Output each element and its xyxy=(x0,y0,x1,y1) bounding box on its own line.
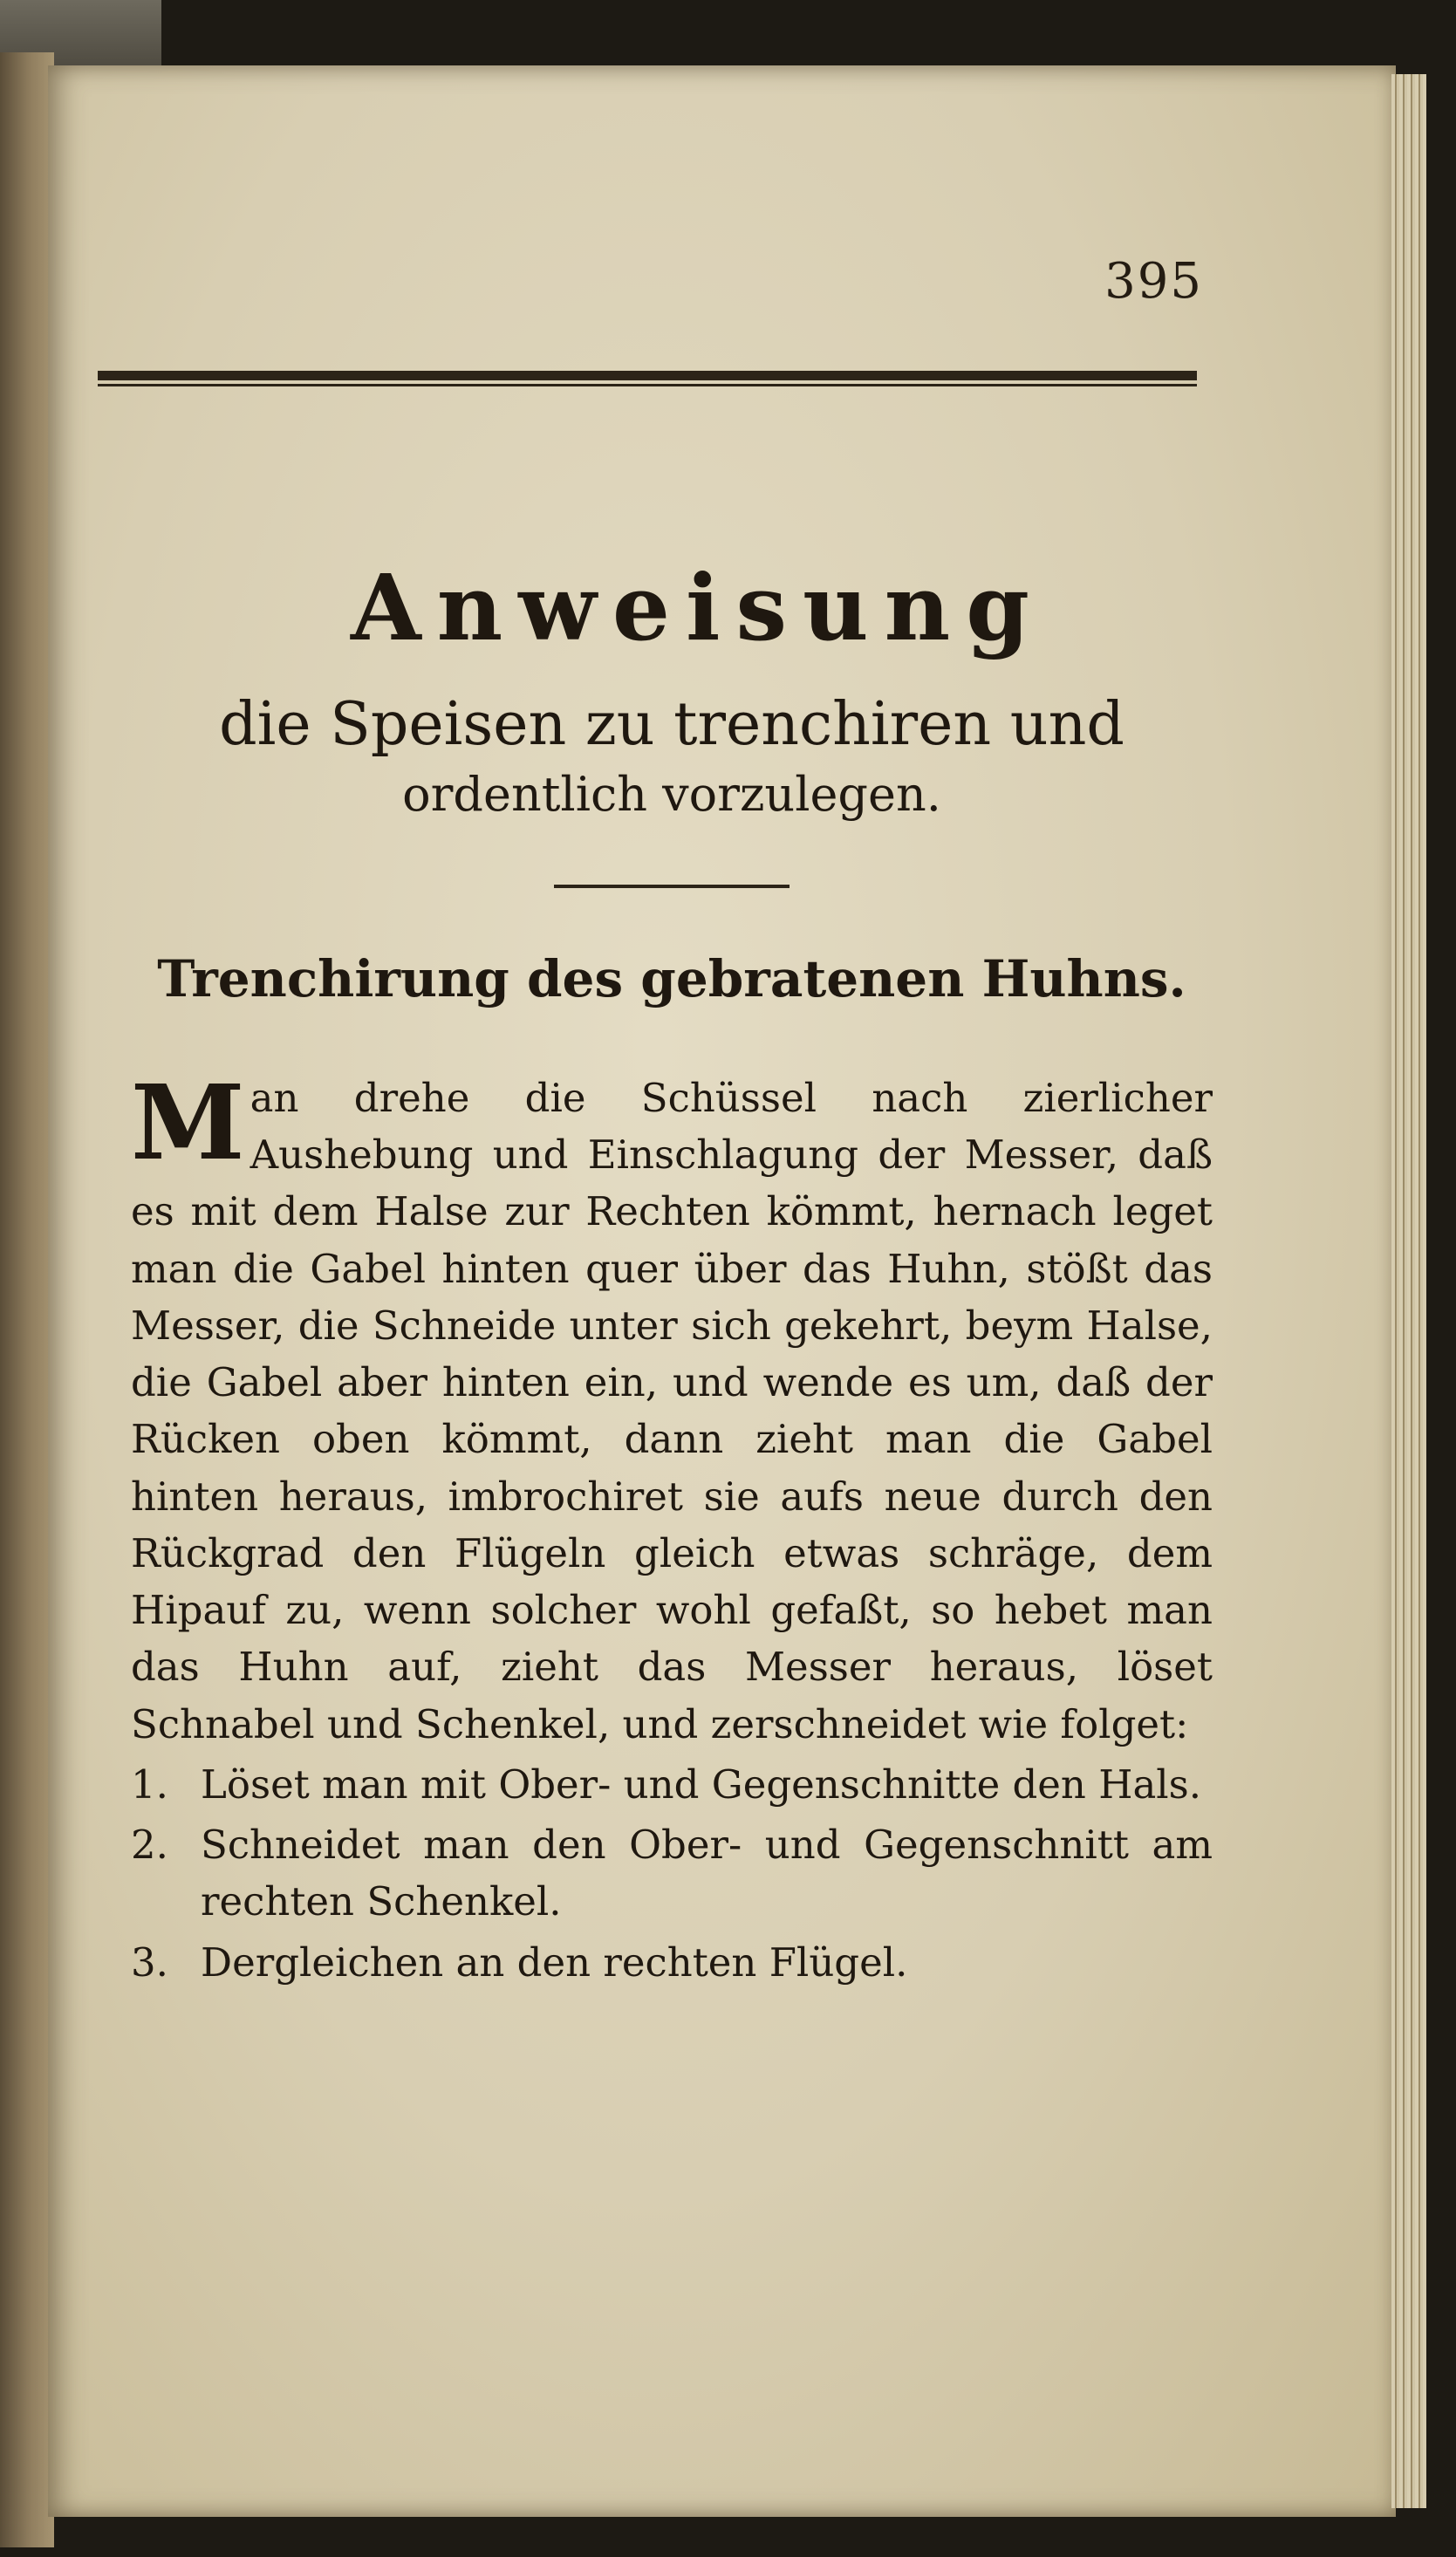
list-number: 2. xyxy=(131,1822,168,1869)
left-page-edge xyxy=(0,52,54,2547)
section-title: Trenchirung des gebratenen Huhns. xyxy=(157,948,1186,1008)
page-content xyxy=(131,554,1213,1994)
list-text: Löset man mit Ober- und Gegenschnitte den Hals. xyxy=(201,1761,1202,1808)
subtitle-line-2: ordentlich vorzulegen. xyxy=(402,767,941,823)
list-item xyxy=(131,1756,1213,1813)
subtitle-line-1: die Speisen zu trenchiren und xyxy=(219,690,1124,760)
page-number: 395 xyxy=(1104,253,1203,310)
steps-list xyxy=(131,1756,1213,1991)
header-rule xyxy=(98,371,1197,386)
list-number: 1. xyxy=(131,1761,168,1808)
page-title: Anweisung xyxy=(350,554,1045,661)
list-item xyxy=(131,1816,1213,1931)
list-text: Schneidet man den Ober- und Gegenschnitt am rechten Schenkel. xyxy=(201,1822,1213,1925)
list-item xyxy=(131,1934,1213,1991)
list-text: Dergleichen an den rechten Flügel. xyxy=(201,1938,908,1986)
page-edges xyxy=(1391,74,1426,2508)
paragraph-text: an drehe die Schüssel nach zierlicher Aushebung und Einschlagung der Messer, daß es mit dem Halse zur Rechten kömmt, hernach leget man die Gabel hinten quer über das Huhn, stößt das Messer, die Schneide unter sich gekehrt, beym Halse, die Gabel aber hinten ein, und wende es um, daß der Rücken oben kömmt, dann zieht man die Gabel hinten heraus, imbrochiret sie aufs neue durch den Rückgrad den Flügeln gleich etwas schräge, dem Hipauf zu, wenn solcher wohl gefaßt, so hebet man das Huhn auf, zieht das Messer heraus, löset Schnabel und Schenkel, und zerschneidet wie folget: xyxy=(131,1074,1213,1747)
body-paragraph xyxy=(131,1061,1213,1753)
drop-cap: M xyxy=(131,1061,245,1183)
divider xyxy=(554,885,790,888)
list-number: 3. xyxy=(131,1938,168,1986)
